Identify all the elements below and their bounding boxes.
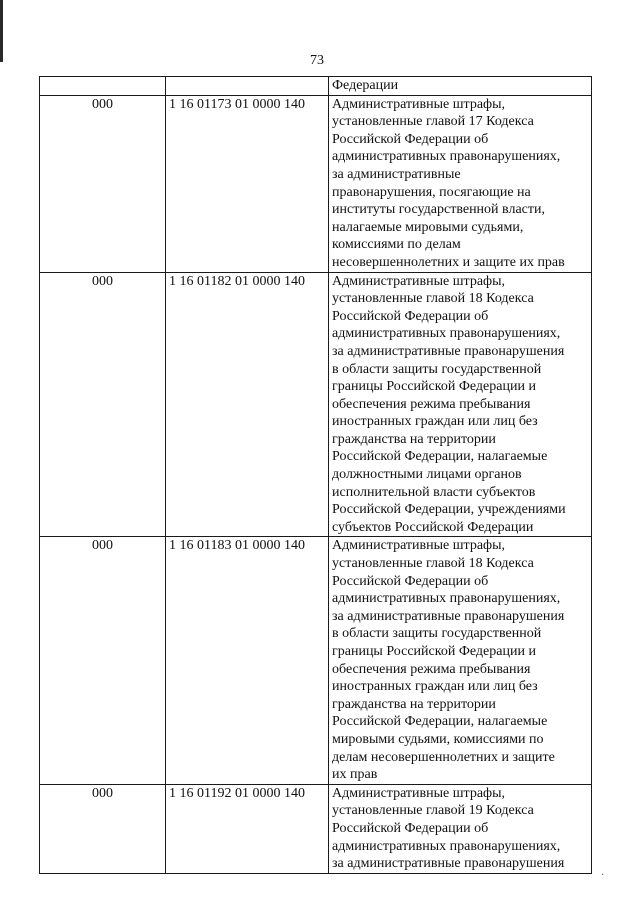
continuation-row (40, 77, 592, 96)
revenue-description (329, 784, 592, 873)
continuation-code-b (166, 77, 329, 96)
description-line: гражданства на территории (332, 696, 496, 712)
description-line: Административные штрафы, (332, 785, 506, 801)
description-line: Административные штрафы, (332, 538, 506, 554)
description-line: за административные правонарушения (332, 856, 565, 872)
table-body (40, 77, 592, 874)
description-line: в области защиты государственной (332, 361, 542, 377)
description-line: обеспечения режима пребывания (332, 661, 531, 677)
description-line: административных правонарушениях, (332, 838, 561, 854)
description-line: делам несовершеннолетних и защите (332, 749, 555, 765)
admin-code: 000 (40, 537, 166, 784)
budget-classification-code: 1 16 01182 01 0000 140 (166, 272, 329, 537)
description-line: иностранных граждан или лиц без (332, 414, 538, 430)
description-line: Российской Федерации, налагаемые (332, 714, 548, 730)
description-line: Российской Федерации об (332, 131, 489, 147)
description-line: исполнительной власти субъектов (332, 484, 536, 500)
description-line: за административные правонарушения (332, 608, 565, 624)
budget-classification-code: 1 16 01183 01 0000 140 (166, 537, 329, 784)
table-row (40, 784, 592, 873)
admin-code: 000 (40, 784, 166, 873)
description-line: обеспечения режима пребывания (332, 396, 531, 412)
revenue-description (329, 537, 592, 784)
description-line: установленные главой 19 Кодекса (332, 803, 534, 819)
table-row (40, 95, 592, 272)
description-line: институты государственной власти, (332, 202, 545, 218)
description-line: мировыми судьями, комиссиями по (332, 731, 544, 747)
budget-classification-code: 1 16 01173 01 0000 140 (166, 95, 329, 272)
budget-code-table (39, 76, 592, 874)
description-line: Российской Федерации, учреждениями (332, 502, 566, 518)
table-row (40, 272, 592, 537)
description-line: установленные главой 18 Кодекса (332, 556, 534, 572)
description-line: Российской Федерации об (332, 308, 489, 324)
description-line: их прав (332, 767, 378, 783)
description-line: несовершеннолетних и защите их прав (332, 254, 565, 270)
description-line: границы Российской Федерации и (332, 379, 536, 395)
description-line: Административные штрафы, (332, 96, 506, 112)
admin-code: 000 (40, 272, 166, 537)
revenue-description (329, 95, 592, 272)
description-line: должностными лицами органов (332, 467, 522, 483)
description-line: административных правонарушениях, (332, 326, 561, 342)
budget-classification-code: 1 16 01192 01 0000 140 (166, 784, 329, 873)
table-row (40, 537, 592, 784)
description-line: гражданства на территории (332, 431, 496, 447)
page-number: 73 (310, 53, 324, 68)
description-line: за административные (332, 166, 461, 182)
admin-code: 000 (40, 95, 166, 272)
description-line: Российской Федерации об (332, 820, 489, 836)
revenue-description (329, 272, 592, 537)
description-line: административных правонарушениях, (332, 591, 561, 607)
description-line: установленные главой 17 Кодекса (332, 114, 534, 130)
description-line: Российской Федерации, налагаемые (332, 449, 548, 465)
description-line: в области защиты государственной (332, 626, 542, 642)
description-line: налагаемые мировыми судьями, (332, 219, 524, 235)
continuation-code-a (40, 77, 166, 96)
description-line: границы Российской Федерации и (332, 644, 536, 659)
description-line: иностранных граждан или лиц без (332, 679, 538, 695)
description-line: административных правонарушениях, (332, 149, 561, 165)
description-line: за административные правонарушения (332, 343, 565, 359)
description-line: установленные главой 18 Кодекса (332, 291, 534, 307)
description-line: субъектов Российской Федерации (332, 519, 534, 535)
scan-dot: · (601, 870, 605, 881)
description-line: комиссиями по делам (332, 237, 461, 253)
continuation-text: Федерации (329, 77, 592, 96)
description-line: Административные штрафы, (332, 273, 506, 289)
description-line: Российской Федерации об (332, 573, 489, 589)
description-line: правонарушения, посягающие на (332, 184, 531, 200)
